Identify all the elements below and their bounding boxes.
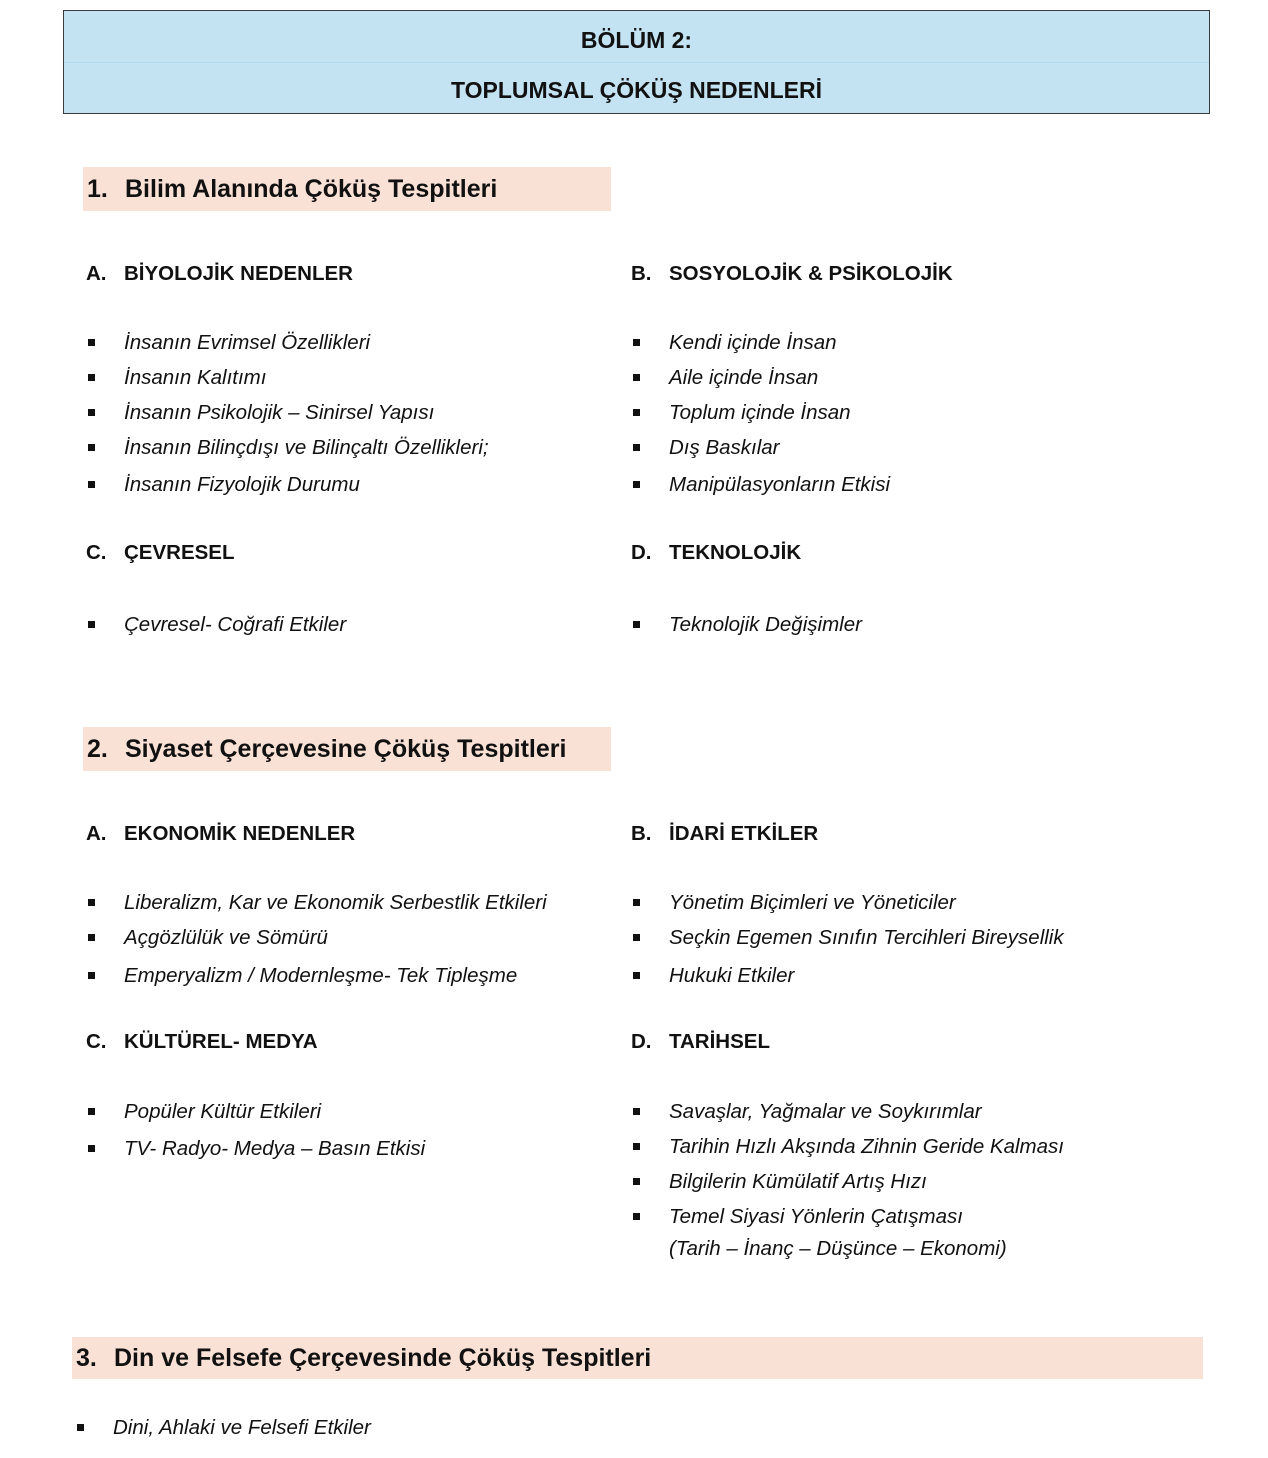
list-item: Toplum içinde İnsan	[631, 400, 890, 426]
bullet-icon	[633, 934, 640, 941]
section-2-c-letter: C.	[86, 1030, 107, 1053]
section-1-title: Bilim Alanında Çöküş Tespitleri	[125, 174, 498, 203]
list-item: Bilgilerin Kümülatif Artış Hızı	[631, 1169, 1064, 1195]
list-item: İnsanın Evrimsel Özellikleri	[86, 330, 489, 356]
list-item: Emperyalizm / Modernleşme- Tek Tipleşme	[86, 963, 547, 989]
section-1-a-letter: A.	[86, 262, 107, 285]
list-item: Teknolojik Değişimler	[631, 612, 862, 638]
bullet-icon	[633, 1213, 640, 1220]
section-1-d-list	[631, 612, 862, 638]
list-item: Dış Baskılar	[631, 435, 890, 461]
bullet-icon	[77, 1424, 84, 1431]
bullet-icon	[633, 621, 640, 628]
list-item: Hukuki Etkiler	[631, 963, 1064, 989]
bullet-icon	[88, 444, 95, 451]
section-1-b-heading	[631, 261, 953, 287]
bullet-icon	[88, 409, 95, 416]
section-1-number: 1.	[87, 174, 108, 203]
list-item: Manipülasyonların Etkisi	[631, 472, 890, 498]
section-3-title: Din ve Felsefe Çerçevesinde Çöküş Tespitleri	[114, 1343, 652, 1372]
section-3-heading	[72, 1337, 1203, 1379]
section-2-number: 2.	[87, 734, 108, 763]
bullet-icon	[88, 481, 95, 488]
section-2-heading	[83, 727, 611, 771]
list-item: Aile içinde İnsan	[631, 365, 890, 391]
section-1-c-letter: C.	[86, 541, 107, 564]
bullet-icon	[633, 1178, 640, 1185]
section-1-a-heading	[86, 261, 353, 287]
list-item: Liberalizm, Kar ve Ekonomik Serbestlik Etkileri	[86, 890, 547, 916]
bullet-icon	[88, 374, 95, 381]
section-2-c-list	[86, 1099, 425, 1162]
section-2-a-letter: A.	[86, 822, 107, 845]
list-item: Dini, Ahlaki ve Felsefi Etkiler	[75, 1415, 371, 1441]
list-item: TV- Radyo- Medya – Basın Etkisi	[86, 1136, 425, 1162]
section-2-b-title: İDARİ ETKİLER	[669, 822, 819, 845]
bullet-icon	[633, 339, 640, 346]
bullet-icon	[633, 899, 640, 906]
bullet-icon	[633, 374, 640, 381]
bullet-icon	[633, 409, 640, 416]
bullet-icon	[88, 934, 95, 941]
bullet-icon	[633, 1143, 640, 1150]
section-1-d-letter: D.	[631, 541, 652, 564]
list-item: İnsanın Psikolojik – Sinirsel Yapısı	[86, 400, 489, 426]
chapter-number: BÖLÜM 2:	[580, 27, 693, 53]
section-2-a-title: EKONOMİK NEDENLER	[124, 822, 356, 845]
section-2-c-title: KÜLTÜREL- MEDYA	[124, 1030, 318, 1053]
chapter-title: TOPLUMSAL ÇÖKÜŞ NEDENLERİ	[450, 77, 822, 103]
section-3-list	[75, 1415, 371, 1441]
list-item: Popüler Kültür Etkileri	[86, 1099, 425, 1125]
section-2-c-heading	[86, 1029, 318, 1055]
section-1-b-letter: B.	[631, 262, 652, 285]
section-1-d-title: TEKNOLOJİK	[669, 541, 802, 564]
section-1-c-list	[86, 612, 346, 638]
list-item: Seçkin Egemen Sınıfın Tercihleri Bireysellik	[631, 925, 1064, 951]
list-item: İnsanın Bilinçdışı ve Bilinçaltı Özellikleri;	[86, 435, 489, 461]
section-2-a-heading	[86, 821, 355, 847]
bullet-icon	[88, 621, 95, 628]
section-1-b-title: SOSYOLOJİK & PSİKOLOJİK	[669, 262, 953, 285]
section-1-b-list	[631, 330, 890, 498]
list-item: Kendi içinde İnsan	[631, 330, 890, 356]
list-item: Çevresel- Coğrafi Etkiler	[86, 612, 346, 638]
bullet-icon	[88, 1145, 95, 1152]
bullet-icon	[633, 481, 640, 488]
list-item: Temel Siyasi Yönlerin Çatışması	[631, 1204, 1064, 1230]
bullet-icon	[633, 444, 640, 451]
bullet-icon	[633, 1108, 640, 1115]
section-2-b-letter: B.	[631, 822, 652, 845]
bullet-icon	[88, 972, 95, 979]
section-2-d-title: TARİHSEL	[669, 1030, 770, 1053]
section-1-c-title: ÇEVRESEL	[124, 541, 235, 564]
list-item: Savaşlar, Yağmalar ve Soykırımlar	[631, 1099, 1064, 1125]
section-2-b-heading	[631, 821, 818, 847]
list-item: İnsanın Kalıtımı	[86, 365, 489, 391]
list-item-continuation: (Tarih – İnanç – Düşünce – Ekonomi)	[669, 1237, 1007, 1260]
bullet-icon	[88, 899, 95, 906]
section-1-c-heading	[86, 540, 235, 566]
list-item: Yönetim Biçimleri ve Yöneticiler	[631, 890, 1064, 916]
section-3-number: 3.	[76, 1343, 97, 1372]
section-1-d-heading	[631, 540, 801, 566]
section-1-a-list	[86, 330, 489, 498]
bullet-icon	[88, 339, 95, 346]
section-2-title: Siyaset Çerçevesine Çöküş Tespitleri	[125, 734, 567, 763]
chapter-title-box	[63, 10, 1210, 114]
bullet-icon	[633, 972, 640, 979]
section-2-d-heading	[631, 1029, 770, 1055]
section-2-d-list	[631, 1099, 1064, 1262]
section-1-a-title: BİYOLOJİK NEDENLER	[124, 262, 353, 285]
title-divider	[64, 62, 1209, 63]
list-item: İnsanın Fizyolojik Durumu	[86, 472, 489, 498]
section-2-b-list	[631, 890, 1064, 989]
bullet-icon	[88, 1108, 95, 1115]
section-2-a-list	[86, 890, 547, 989]
list-item: Tarihin Hızlı Akşında Zihnin Geride Kalması	[631, 1134, 1064, 1160]
list-item: Açgözlülük ve Sömürü	[86, 925, 547, 951]
section-1-heading	[83, 167, 611, 211]
section-2-d-letter: D.	[631, 1030, 652, 1053]
